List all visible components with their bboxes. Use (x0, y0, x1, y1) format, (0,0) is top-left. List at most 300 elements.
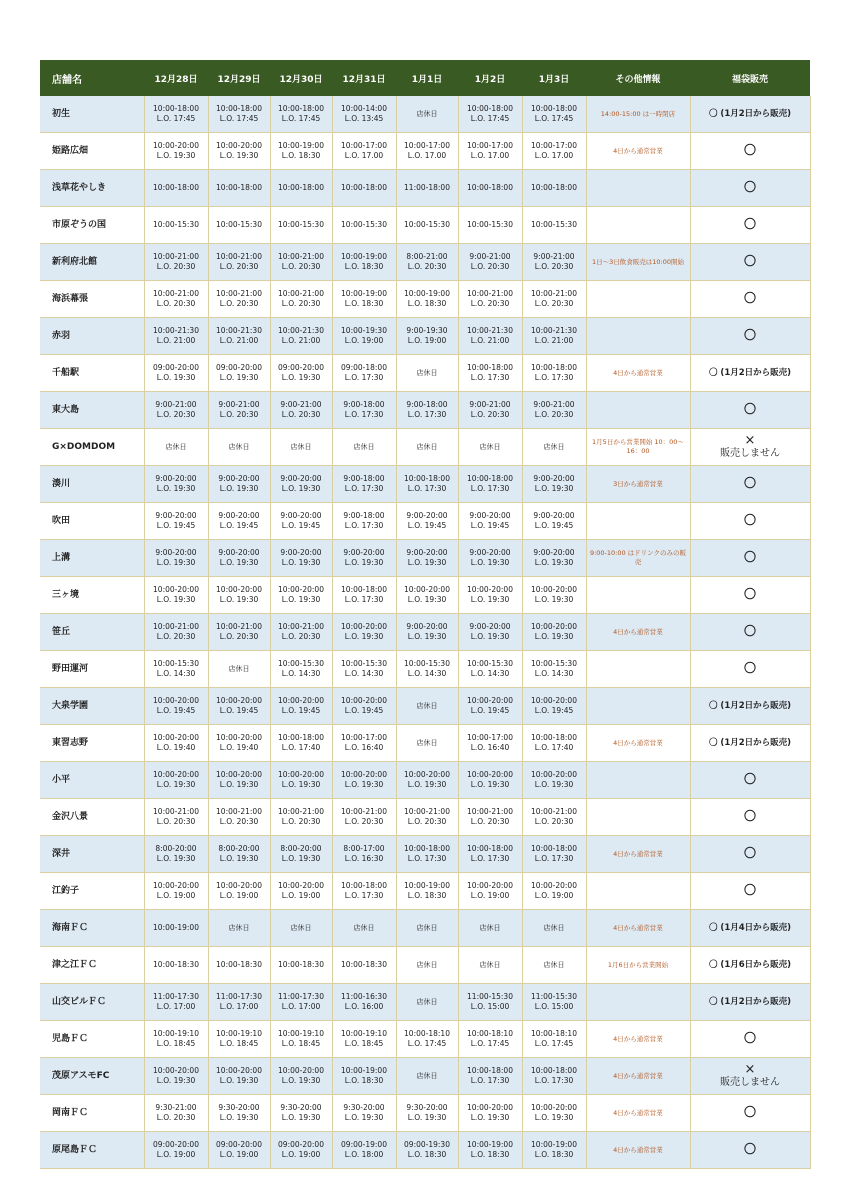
hours-cell (458, 207, 522, 244)
table-row (40, 1132, 810, 1169)
other-info: 14:00-15:00 は一時閉店 (586, 96, 690, 133)
hours-range: 10:00-21:00 (216, 252, 262, 261)
last-order: L.O. 17:30 (407, 410, 447, 419)
hours-cell (396, 947, 458, 984)
hours-range: 店休日 (543, 443, 565, 451)
last-order: L.O. 19:00 (534, 891, 574, 900)
last-order: L.O. 17:45 (470, 1039, 510, 1048)
last-order: L.O. 18:30 (344, 262, 384, 271)
lucky-bag-status (690, 984, 810, 1021)
hours-range: 10:00-19:00 (467, 1140, 513, 1149)
hours-range: 10:00-18:00 (341, 881, 387, 890)
last-order: L.O. 19:30 (281, 854, 321, 863)
other-info (586, 873, 690, 910)
last-order: L.O. 20:30 (281, 410, 321, 419)
hours-range: 11:00-16:30 (341, 992, 387, 1001)
last-order: L.O. 19:00 (407, 336, 447, 345)
hours-cell (270, 614, 332, 651)
table-row (40, 725, 810, 762)
last-order: L.O. 16:40 (470, 743, 510, 752)
last-order: L.O. 17:45 (534, 1039, 574, 1048)
hours-cell (396, 688, 458, 725)
last-order: L.O. 19:30 (156, 151, 196, 160)
hours-cell (144, 984, 208, 1021)
hours-range: 9:00-20:00 (469, 622, 511, 631)
lucky-bag-text: 〇 (743, 143, 756, 157)
hours-range: 10:00-21:00 (153, 289, 199, 298)
hours-range: 店休日 (543, 924, 565, 932)
hours-cell (208, 651, 270, 688)
hours-range: 10:00-21:00 (278, 807, 324, 816)
last-order: L.O. 19:30 (281, 484, 321, 493)
hours-range: 10:00-21:30 (278, 326, 324, 335)
hours-cell (144, 281, 208, 318)
lucky-bag-text: 〇 (1月2日から販売) (708, 997, 792, 1007)
other-info: 4日から通常営業 (586, 133, 690, 170)
hours-cell (396, 318, 458, 355)
lucky-bag-text: 〇 (743, 254, 756, 268)
lucky-bag-text: 〇 (743, 883, 756, 897)
last-order: L.O. 19:30 (219, 558, 259, 567)
table-row (40, 614, 810, 651)
last-order: L.O. 17:00 (281, 1002, 321, 1011)
last-order: L.O. 19:30 (344, 780, 384, 789)
hours-range: 10:00-21:00 (278, 622, 324, 631)
lucky-bag-status (690, 503, 810, 540)
hours-cell (396, 651, 458, 688)
hours-range: 店休日 (479, 924, 501, 932)
hours-range: 10:00-20:00 (341, 696, 387, 705)
hours-cell (208, 355, 270, 392)
last-order: L.O. 18:30 (344, 299, 384, 308)
hours-cell (522, 577, 586, 614)
hours-range: 10:00-18:30 (278, 960, 324, 969)
hours-range: 10:00-15:30 (278, 659, 324, 668)
hours-cell (458, 1095, 522, 1132)
lucky-bag-text: 〇 (743, 291, 756, 305)
last-order: L.O. 19:45 (534, 521, 574, 530)
hours-range: 9:00-21:00 (280, 400, 322, 409)
lucky-bag-status (690, 170, 810, 207)
hours-cell (522, 651, 586, 688)
hours-range: 10:00-20:00 (467, 1103, 513, 1112)
hours-cell (458, 688, 522, 725)
other-info (586, 799, 690, 836)
table-row (40, 799, 810, 836)
hours-range: 10:00-20:00 (531, 585, 577, 594)
other-info (586, 577, 690, 614)
hours-cell (144, 1095, 208, 1132)
last-order: L.O. 20:30 (156, 410, 196, 419)
hours-range: 10:00-21:00 (404, 807, 450, 816)
hours-cell (144, 207, 208, 244)
hours-range: 10:00-21:00 (278, 252, 324, 261)
hours-range: 10:00-18:00 (467, 363, 513, 372)
hours-cell (208, 281, 270, 318)
store-name: 茂原アスモFC (40, 1058, 144, 1095)
hours-cell (332, 281, 396, 318)
store-name: 初生 (40, 96, 144, 133)
header-lucky-bag: 福袋販売 (690, 60, 810, 96)
last-order: L.O. 20:30 (156, 262, 196, 271)
hours-range: 10:00-18:10 (404, 1029, 450, 1038)
last-order: L.O. 18:30 (407, 891, 447, 900)
last-order: L.O. 19:45 (470, 706, 510, 715)
hours-cell (270, 1058, 332, 1095)
hours-range: 8:00-20:00 (155, 844, 197, 853)
hours-range: 店休日 (416, 369, 438, 377)
last-order: L.O. 18:45 (344, 1039, 384, 1048)
last-order: L.O. 20:30 (219, 817, 259, 826)
hours-cell (332, 873, 396, 910)
hours-range: 10:00-20:00 (216, 881, 262, 890)
other-info (586, 651, 690, 688)
hours-range: 9:00-21:00 (469, 252, 511, 261)
last-order: L.O. 21:00 (156, 336, 196, 345)
hours-range: 09:00-19:30 (404, 1140, 450, 1149)
hours-range: 店休日 (416, 443, 438, 451)
header-dec-30: 12月30日 (270, 60, 332, 96)
hours-cell (396, 799, 458, 836)
store-name: 笹丘 (40, 614, 144, 651)
lucky-bag-status (690, 1058, 810, 1095)
header-jan-3: 1月3日 (522, 60, 586, 96)
last-order: L.O. 19:30 (219, 595, 259, 604)
hours-cell (270, 984, 332, 1021)
hours-range: 8:00-21:00 (406, 252, 448, 261)
last-order: L.O. 17.00 (407, 151, 447, 160)
hours-range: 9:30-20:00 (343, 1103, 385, 1112)
store-hours-table (40, 60, 811, 1169)
hours-cell (522, 1058, 586, 1095)
last-order: L.O. 17:30 (344, 484, 384, 493)
last-order: L.O. 19:30 (219, 151, 259, 160)
other-info (586, 503, 690, 540)
last-order: L.O. 19:45 (534, 706, 574, 715)
hours-range: 10:00-15:30 (153, 659, 199, 668)
hours-range: 10:00-18:00 (153, 104, 199, 113)
table-row (40, 836, 810, 873)
hours-range: 10:00-20:00 (531, 622, 577, 631)
hours-cell (270, 355, 332, 392)
hours-range: 10:00-15:30 (404, 659, 450, 668)
hours-range: 10:00-21:00 (216, 289, 262, 298)
header-dec-28: 12月28日 (144, 60, 208, 96)
last-order: L.O. 19:45 (344, 706, 384, 715)
hours-cell (522, 392, 586, 429)
hours-cell (208, 318, 270, 355)
hours-cell (396, 466, 458, 503)
hours-range: 10:00-15:30 (467, 659, 513, 668)
lucky-bag-status (690, 540, 810, 577)
hours-cell (332, 133, 396, 170)
last-order: L.O. 17.00 (470, 151, 510, 160)
last-order: L.O. 13:45 (344, 114, 384, 123)
other-info: 4日から通常営業 (586, 1132, 690, 1169)
hours-cell (332, 947, 396, 984)
table-row (40, 392, 810, 429)
header-dec-31: 12月31日 (332, 60, 396, 96)
last-order: L.O. 20:30 (281, 299, 321, 308)
other-info: 4日から通常営業 (586, 836, 690, 873)
table-row (40, 318, 810, 355)
last-order: L.O. 14:30 (156, 669, 196, 678)
hours-range: 10:00-21:00 (153, 622, 199, 631)
last-order: L.O. 19:40 (156, 743, 196, 752)
hours-range: 11:00-15:30 (531, 992, 577, 1001)
hours-cell (270, 207, 332, 244)
hours-range: 10:00-18:30 (216, 960, 262, 969)
hours-cell (208, 207, 270, 244)
hours-range: 店休日 (416, 110, 438, 118)
hours-cell (270, 725, 332, 762)
lucky-bag-text: 〇 (743, 513, 756, 527)
hours-range: 店休日 (416, 998, 438, 1006)
store-name: 江釣子 (40, 873, 144, 910)
last-order: L.O. 17:30 (407, 854, 447, 863)
hours-range: 10:00-18:00 (153, 183, 199, 192)
lucky-bag-status (690, 207, 810, 244)
store-name: 吹田 (40, 503, 144, 540)
store-name: 東習志野 (40, 725, 144, 762)
last-order: L.O. 19:30 (156, 595, 196, 604)
hours-cell (208, 1132, 270, 1169)
last-order: L.O. 20:30 (534, 262, 574, 271)
hours-cell (396, 762, 458, 799)
table-row (40, 1021, 810, 1058)
hours-cell (458, 355, 522, 392)
hours-range: 10:00-20:00 (467, 585, 513, 594)
last-order: L.O. 20:30 (470, 299, 510, 308)
store-name: 深井 (40, 836, 144, 873)
hours-range: 09:00-20:00 (278, 1140, 324, 1149)
last-order: L.O. 15:00 (534, 1002, 574, 1011)
hours-cell (458, 318, 522, 355)
hours-range: 10:00-21:30 (216, 326, 262, 335)
hours-cell (458, 1021, 522, 1058)
hours-range: 10:00-18:00 (404, 474, 450, 483)
hours-cell (332, 799, 396, 836)
last-order: L.O. 19:45 (281, 706, 321, 715)
lucky-bag-status (690, 1021, 810, 1058)
table-row (40, 1095, 810, 1132)
hours-range: 店休日 (416, 739, 438, 747)
hours-cell (332, 96, 396, 133)
hours-cell (270, 318, 332, 355)
last-order: L.O. 19:30 (219, 484, 259, 493)
hours-cell (270, 244, 332, 281)
lucky-bag-status (690, 725, 810, 762)
hours-range: 10:00-21:30 (531, 326, 577, 335)
hours-cell (522, 1132, 586, 1169)
lucky-bag-status (690, 133, 810, 170)
last-order: L.O. 17:30 (407, 484, 447, 493)
last-order: L.O. 17:30 (470, 1076, 510, 1085)
table-row (40, 133, 810, 170)
hours-range: 09:00-20:00 (278, 363, 324, 372)
last-order: L.O. 19:45 (219, 521, 259, 530)
hours-range: 10:00-19:00 (278, 141, 324, 150)
hours-range: 10:00-20:00 (341, 622, 387, 631)
hours-range: 10:00-18:00 (467, 104, 513, 113)
hours-cell (144, 873, 208, 910)
lucky-bag-text: 〇 (743, 476, 756, 490)
hours-cell (270, 170, 332, 207)
hours-range: 10:00-19:00 (404, 881, 450, 890)
hours-cell (522, 1095, 586, 1132)
last-order: L.O. 17:30 (344, 373, 384, 382)
hours-range: 店休日 (353, 924, 375, 932)
lucky-bag-text: 〇 (1月2日から販売) (708, 738, 792, 748)
hours-cell (332, 170, 396, 207)
hours-range: 10:00-19:00 (341, 1066, 387, 1075)
last-order: L.O. 19:30 (219, 373, 259, 382)
hours-range: 10:00-18:00 (467, 474, 513, 483)
hours-cell (144, 614, 208, 651)
hours-range: 10:00-20:00 (278, 881, 324, 890)
hours-range: 10:00-15:30 (341, 659, 387, 668)
table-row (40, 688, 810, 725)
lucky-bag-text: 〇 (743, 846, 756, 860)
hours-cell (522, 207, 586, 244)
last-order: L.O. 20:30 (156, 1113, 196, 1122)
hours-cell (208, 1095, 270, 1132)
last-order: L.O. 18:30 (407, 1150, 447, 1159)
last-order: L.O. 19:30 (156, 1076, 196, 1085)
hours-cell (458, 466, 522, 503)
hours-range: 10:00-18:00 (216, 183, 262, 192)
hours-range: 10:00-14:00 (341, 104, 387, 113)
hours-range: 10:00-20:00 (467, 770, 513, 779)
hours-range: 10:00-21:30 (153, 326, 199, 335)
hours-range: 10:00-20:00 (216, 733, 262, 742)
lucky-bag-text: 〇 (743, 550, 756, 564)
other-info (586, 318, 690, 355)
hours-cell (332, 762, 396, 799)
hours-range: 10:00-20:00 (531, 770, 577, 779)
hours-range: 9:30-20:00 (406, 1103, 448, 1112)
hours-cell (396, 392, 458, 429)
hours-cell (458, 133, 522, 170)
hours-range: 店休日 (416, 1072, 438, 1080)
hours-range: 10:00-21:00 (467, 807, 513, 816)
hours-cell (208, 540, 270, 577)
other-info (586, 688, 690, 725)
hours-cell (332, 577, 396, 614)
lucky-bag-status (690, 96, 810, 133)
last-order: L.O. 16:30 (344, 854, 384, 863)
last-order: L.O. 19:45 (156, 706, 196, 715)
last-order: L.O. 19:30 (281, 1113, 321, 1122)
last-order: L.O. 21:00 (219, 336, 259, 345)
hours-range: 店休日 (479, 443, 501, 451)
last-order: L.O. 19:45 (281, 521, 321, 530)
hours-cell (144, 1021, 208, 1058)
last-order: L.O. 17:40 (534, 743, 574, 752)
last-order: L.O. 21:00 (470, 336, 510, 345)
hours-range: 10:00-20:00 (531, 881, 577, 890)
hours-range: 10:00-18:30 (153, 960, 199, 969)
hours-cell (208, 836, 270, 873)
hours-range: 10:00-20:00 (278, 1066, 324, 1075)
store-name: 新利府北館 (40, 244, 144, 281)
last-order: L.O. 19:30 (534, 558, 574, 567)
hours-range: 9:00-20:00 (280, 511, 322, 520)
hours-range: 10:00-18:00 (278, 104, 324, 113)
hours-range: 8:00-20:00 (280, 844, 322, 853)
lucky-bag-text: 〇 (743, 1142, 756, 1156)
other-info: 4日から通常営業 (586, 910, 690, 947)
hours-range: 店休日 (228, 665, 250, 673)
last-order: L.O. 17:30 (470, 484, 510, 493)
hours-range: 10:00-18:00 (531, 183, 577, 192)
last-order: L.O. 17:45 (407, 1039, 447, 1048)
hours-range: 9:00-21:00 (218, 400, 260, 409)
hours-cell (332, 429, 396, 466)
other-info: 4日から通常営業 (586, 725, 690, 762)
lucky-bag-text: 〇 (1月2日から販売) (708, 109, 792, 119)
hours-cell (270, 688, 332, 725)
last-order: L.O. 18:30 (281, 151, 321, 160)
hours-range: 09:00-20:00 (153, 1140, 199, 1149)
hours-range: 10:00-20:00 (216, 585, 262, 594)
hours-cell (208, 688, 270, 725)
table-row (40, 910, 810, 947)
hours-range: 10:00-20:00 (278, 696, 324, 705)
lucky-bag-status (690, 836, 810, 873)
lucky-bag-status (690, 466, 810, 503)
last-order: L.O. 17:30 (344, 891, 384, 900)
table-row (40, 762, 810, 799)
other-info: 1月5日から営業開始 10：00～16：00 (586, 429, 690, 466)
hours-range: 店休日 (165, 443, 187, 451)
hours-cell (144, 577, 208, 614)
last-order: L.O. 14:30 (407, 669, 447, 678)
hours-range: 10:00-20:00 (153, 141, 199, 150)
hours-cell (208, 762, 270, 799)
last-order: L.O. 20:30 (470, 410, 510, 419)
hours-cell (522, 984, 586, 1021)
hours-cell (396, 910, 458, 947)
table-row (40, 355, 810, 392)
hours-cell (396, 503, 458, 540)
hours-range: 10:00-19:00 (404, 289, 450, 298)
header-row (40, 60, 810, 96)
hours-cell (270, 836, 332, 873)
hours-range: 10:00-20:00 (531, 696, 577, 705)
hours-range: 10:00-20:00 (278, 770, 324, 779)
hours-cell (522, 799, 586, 836)
hours-range: 店休日 (353, 443, 375, 451)
hours-range: 10:00-18:00 (467, 1066, 513, 1075)
hours-range: 9:00-20:00 (280, 548, 322, 557)
hours-cell (144, 762, 208, 799)
cross-mark: × (744, 1062, 756, 1077)
hours-range: 10:00-15:30 (341, 220, 387, 229)
hours-cell (144, 688, 208, 725)
hours-cell (332, 614, 396, 651)
hours-range: 10:00-20:00 (153, 585, 199, 594)
last-order: L.O. 17:00 (219, 1002, 259, 1011)
hours-cell (208, 947, 270, 984)
last-order: L.O. 19:30 (156, 780, 196, 789)
hours-range: 9:00-20:00 (155, 474, 197, 483)
header-store-name: 店舗名 (40, 60, 144, 96)
hours-cell (458, 503, 522, 540)
last-order: L.O. 20:30 (281, 632, 321, 641)
hours-cell (144, 651, 208, 688)
hours-cell (332, 836, 396, 873)
